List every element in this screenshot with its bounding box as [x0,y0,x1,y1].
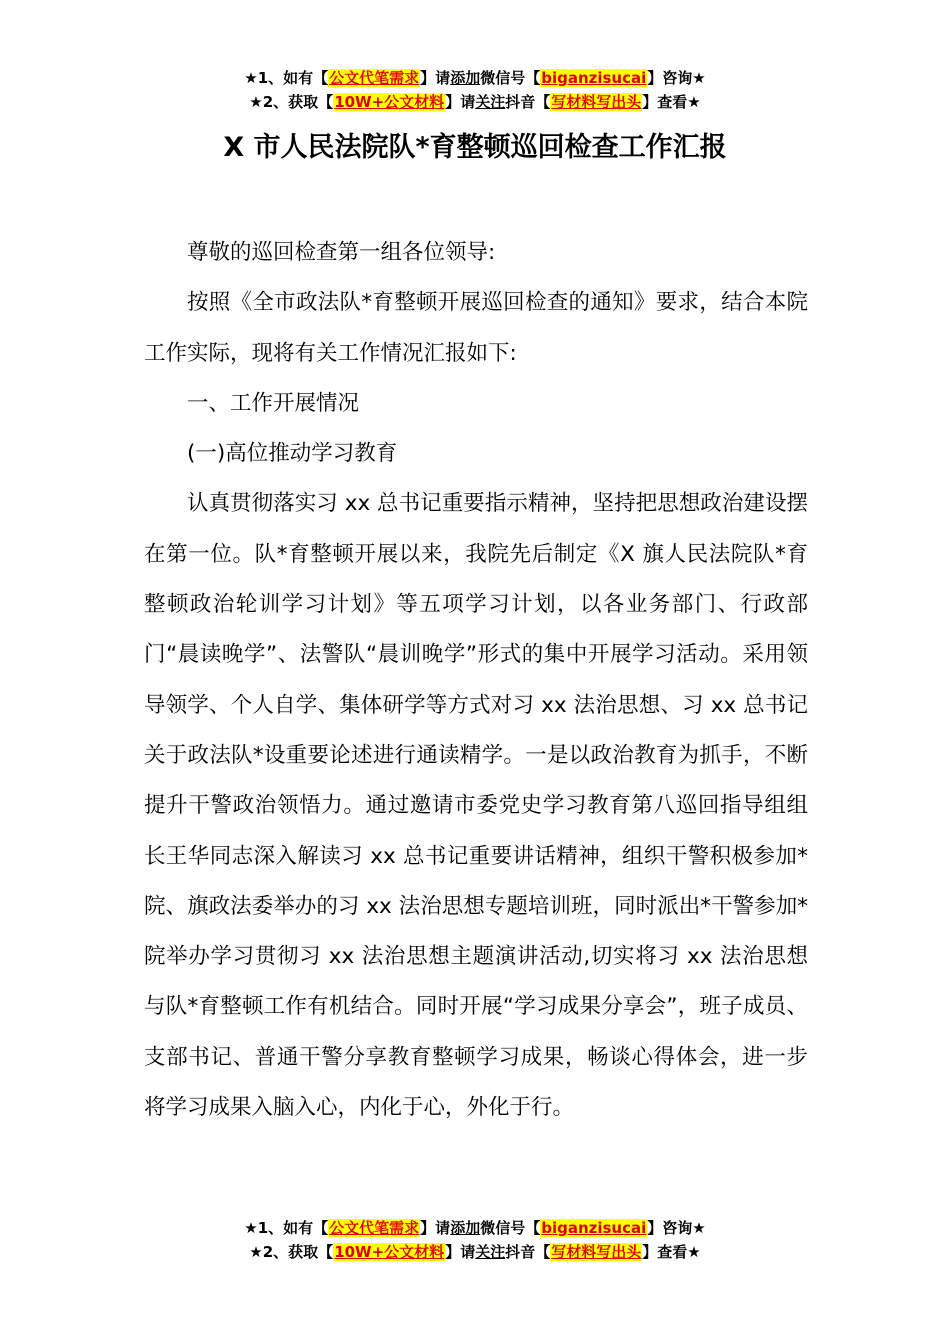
banner-text: ★2、获取【 [249,93,334,111]
banner-highlight: biganzisucai [541,69,647,87]
section-heading: 一、工作开展情况 [187,390,360,416]
banner-underline: 关注 [475,1243,506,1261]
salutation: 尊敬的巡回检查第一组各位领导: [187,240,496,265]
banner-line-1 [0,66,950,90]
banner-text: 】请 [445,93,476,111]
subsection-heading: (一)高位推动学习教育 [187,441,398,467]
banner-text: 】请 [420,1219,451,1237]
banner-line-2 [0,90,950,114]
banner-highlight: 写材料写出头 [551,93,642,111]
banner-underline: 关注 [475,93,506,111]
banner-text: 微信号【 [480,1219,541,1237]
body-paragraph: 认真贯彻落实习 xx 总书记重要指示精神，坚持把思想政治建设摆在第一位。队*育整顿开展以来，我院先后制定《X 旗人民法院队*育整顿政治轮训学习计划》等五项学习计划，以各业务部门、行政部门“晨读晚学”、法警队“晨训晚学”形式的集中开展学习活动。采用领导领学、个人自学、集体研学等方式对习 xx 法治思想、习 xx 总书记关于政法队*设重要论述进行通读精学。一是以政治教育为抓手，不断提升干警政治领悟力。通过邀请市委党史学习教育第八巡回指导组组长王华同志深入解读习 xx 总书记重要讲话精神，组织干警积极参加*院、旗政法委举办的习 xx 法治思想专题培训班，同时派出*干警参加*院举办学习贯彻习 xx 法治思想主题演讲活动,切实将习 xx 法治思想与队*育整顿工作有机结合。同时开展“学习成果分享会”，班子成员、支部书记、普通干警分享教育整顿学习成果，畅谈心得体会，进一步将学习成果入脑入心，内化于心，外化于行。 [144,491,808,1121]
banner-text: 】请 [420,69,451,87]
banner-highlight: biganzisucai [541,1219,647,1237]
footer-banner [0,1216,950,1264]
banner-text: ★1、如有【 [244,1219,329,1237]
banner-underline: 添加 [450,69,481,87]
banner-text: 】查看★ [642,1243,701,1261]
banner-text: 】查看★ [642,93,701,111]
banner-text: 】咨询★ [647,1219,706,1237]
banner-highlight: 公文代笔需求 [329,1219,420,1237]
banner-text: 抖音【 [505,1243,551,1261]
banner-text: ★2、获取【 [249,1243,334,1261]
banner-highlight: 10W+公文材料 [334,93,445,111]
banner-line-1 [0,1216,950,1240]
banner-line-2 [0,1240,950,1264]
banner-text: 微信号【 [480,69,541,87]
banner-highlight: 10W+公文材料 [334,1243,445,1261]
header-banner [0,66,950,114]
banner-text: 抖音【 [505,93,551,111]
banner-underline: 添加 [450,1219,481,1237]
banner-text: ★1、如有【 [244,69,329,87]
banner-highlight: 公文代笔需求 [329,69,420,87]
banner-text: 】咨询★ [647,69,706,87]
banner-highlight: 写材料写出头 [551,1243,642,1261]
document-body [144,228,808,1133]
document-title: X 市人民法院队*育整顿巡回检查工作汇报 [223,132,727,163]
banner-text: 】请 [445,1243,476,1261]
intro-paragraph: 按照《全市政法队*育整顿开展巡回检查的通知》要求，结合本院工作实际，现将有关工作情况汇报如下: [144,290,808,366]
